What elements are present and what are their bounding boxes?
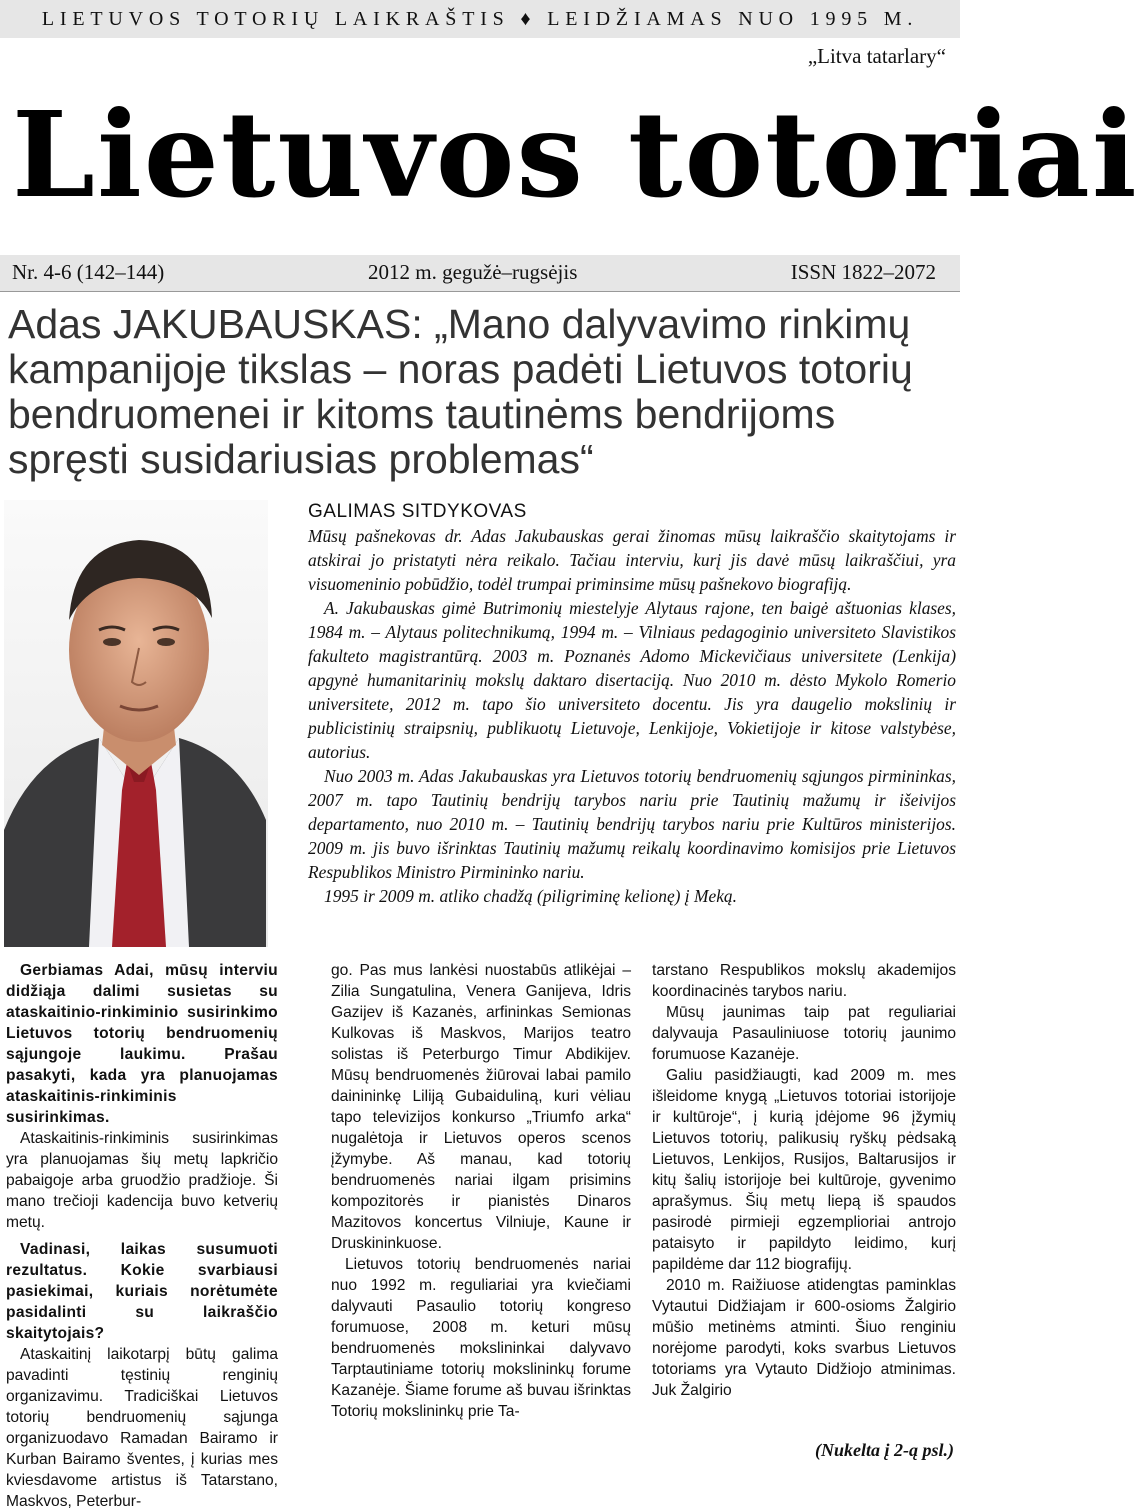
interview-answer: 2010 m. Raižiuose atidengtas paminklas Vytautui Didžiajam ir 600-osioms Žalgirio mūšio metinėms atminti. Šiuo renginiu norėjome parodyti, koks svarbus Lietuvos totoriams yra Vytauto Didžiojo atminimas. Juk Žalgirio — [652, 1277, 956, 1399]
masthead-topbar — [0, 0, 960, 38]
masthead-title: Lietuvos totoriai — [12, 85, 1139, 224]
article-column-2 — [331, 960, 631, 1422]
interview-answer: Ataskaitinį laikotarpį būtų galima pavadinti tęstinių renginių organizavimu. Tradiciškai Lietuvos totorių bendruomenių sąjunga organizuodavo Ramadan Bairamo ir Kurban Bairamo šventes, į kurias mes kviesdavome artistus iš Tatarstano, Maskvos, Peterbur- — [6, 1346, 278, 1510]
intro-paragraph: Mūsų pašnekovas dr. Adas Jakubauskas gerai žinomas mūsų laikraščio skaitytojams ir atskirai jo pristatyti nėra reikalo. Tačiau interviu, kurį jis davė mūsų laikraščiui, yra visuomeninio pobūdžio, todėl trumpai priminsime mūsų pašnekovo biografiją. — [308, 526, 956, 594]
interview-answer: go. Pas mus lankėsi nuostabūs atlikėjai – Zilia Sungatulina, Venera Ganijeva, Idris Gazijev iš Kazanės, arfininkas Semionas Kulkovas iš Maskvos, Marijos teatro solistas iš Peterburgo Timur Abdikijev. Mūsų bendruomenės žiūrovai labai pamilo dainininkę Liliją Gubaiduliną, kuri vėliau tapo televizijos konkurso „Triumfo arka“ nugalėtoja ir Lietuvos operos scenos įžymybe. Aš manau, kad totorių bendruomenės nariai ilgam prisimins kompozitorės ir pianistės Dinaros Mazitovos koncertus Vilniuje, Kaune ir Druskininkuose. — [331, 962, 631, 1252]
intro-paragraph: 1995 ir 2009 m. atliko chadžą (piligriminę kelionę) į Meką. — [324, 886, 737, 906]
topbar-text: LIETUVOS TOTORIŲ LAIKRAŠTIS ♦ LEIDŽIAMAS NUO 1995 M. — [41, 7, 919, 30]
interview-answer: Galiu pasidžiaugti, kad 2009 m. mes išleidome knygą „Lietuvos totoriai istorijoje ir kultūroje“, į kurią įdėjome 96 įžymių Lietuvos totorių, palikusių ryškų pėdsaką Lietuvos, Lenkijos, Rusijos, Baltarusijos ir kitų šalių istorijoje bei kultūroje, gyvenimo aprašymus. Šių metų liepą iš spaudos pasirodė pirmieji egzemplioriai antrojo pataisyto ir papildyto leidimo, kurį papildėme dar 112 biografijų. — [652, 1067, 956, 1273]
headline: Adas JAKUBAUSKAS: „Mano dalyvavimo rinkimų kampanijoje tikslas – noras padėti Lietuvos totorių bendruomenei ir kitoms tautinėms bendrijoms spręsti susidariusias problemas“ — [8, 301, 913, 482]
continued-note: (Nukelta į 2-ą psl.) — [815, 1440, 954, 1460]
article-column-1 — [6, 960, 278, 1512]
article-author: GALIMAS SITDYKOVAS — [308, 501, 527, 522]
issue-bar — [0, 255, 960, 292]
portrait-photo-icon — [4, 500, 268, 947]
interview-answer: Lietuvos totorių bendruomenės nariai nuo 1992 m. reguliariai yra kviečiami dalyvauti Pasaulio totorių kongreso forumuose, 2008 m. keturi mūsų bendruomenės mokslininkai dalyvavo Tarptautiniame totorių mokslininkų forume Kazanėje. Šiame forume aš buvau išrinktas Totorių mokslininkų prie Ta- — [331, 1256, 631, 1420]
intro-paragraph: Nuo 2003 m. Adas Jakubauskas yra Lietuvos totorių bendruomenių sąjungos pirmininkas, 2007 m. tapo Tautinių bendrijų tarybos nariu prie Tautinių mažumų ir išeivijos departamento, nuo 2010 m. – Tautinių bendrijų tarybos nariu prie Kultūros ministerijos. 2009 m. jis buvo išrinktas Tautinių mažumų reikalų koordinavimo komisijos prie Lietuvos Respublikos Ministro Pirmininko nariu. — [308, 766, 956, 882]
interview-question: Vadinasi, laikas susumuoti rezultatus. Kokie svarbiausi pasiekimai, kuriais norėtumėte pasidalinti su laikraščio skaitytojais? — [6, 1241, 278, 1342]
article-intro — [308, 500, 956, 908]
issue-number: Nr. 4-6 (142–144) — [12, 260, 165, 284]
interview-answer: Ataskaitinis-rinkiminis susirinkimas yra planuojamas šių metų lapkričio pabaigoje arba gruodžio pradžioje. Ši mano trečioji kadencija buvo ketverių metų. — [6, 1130, 278, 1231]
portrait-photo — [4, 500, 268, 947]
intro-paragraph: A. Jakubauskas gimė Butrimonių miestelyje Alytaus rajone, ten baigė aštuonias klases, 1984 m. – Alytaus politechnikumą, 1994 m. – Vilniaus pedagoginio universiteto Slavistikos fakulteto magistrantūrą. 2003 m. Poznanės Adomo Mickevičiaus universitete (Lenkija) apgynė humanitarinių mokslų daktaro disertaciją. Nuo 2010 m. dėsto Mykolo Romerio universitete, 2012 m. tapo šio universiteto docentu. Jis yra daugelio mokslinių ir publicistinių straipsnių, publikuotų Lietuvoje, Lenkijoje, Vokietijoje ir kitose valstybėse, autorius. — [308, 598, 956, 762]
interview-answer: tarstano Respublikos mokslų akademijos koordinacinės tarybos nariu. — [652, 962, 956, 1000]
issue-date: 2012 m. gegužė–rugsėjis — [368, 260, 578, 284]
interview-answer: Mūsų jaunimas taip pat reguliariai dalyvauja Pasauliniuose totorių jaunimo forumuose Kazanėje. — [652, 1004, 956, 1063]
article-column-3 — [652, 960, 956, 1401]
interview-question: Gerbiamas Adai, mūsų interviu didžiąja dalimi susietas su ataskaitinio-rinkiminio susirinkimo Lietuvos totorių bendruomenių sąjungoje laukimu. Prašau pasakyti, kada yra planuojamas ataskaitinis-rinkiminis susirinkimas. — [6, 962, 278, 1126]
issue-issn: ISSN 1822–2072 — [790, 260, 936, 284]
masthead-subtitle: „Litva tatarlary“ — [807, 44, 946, 68]
